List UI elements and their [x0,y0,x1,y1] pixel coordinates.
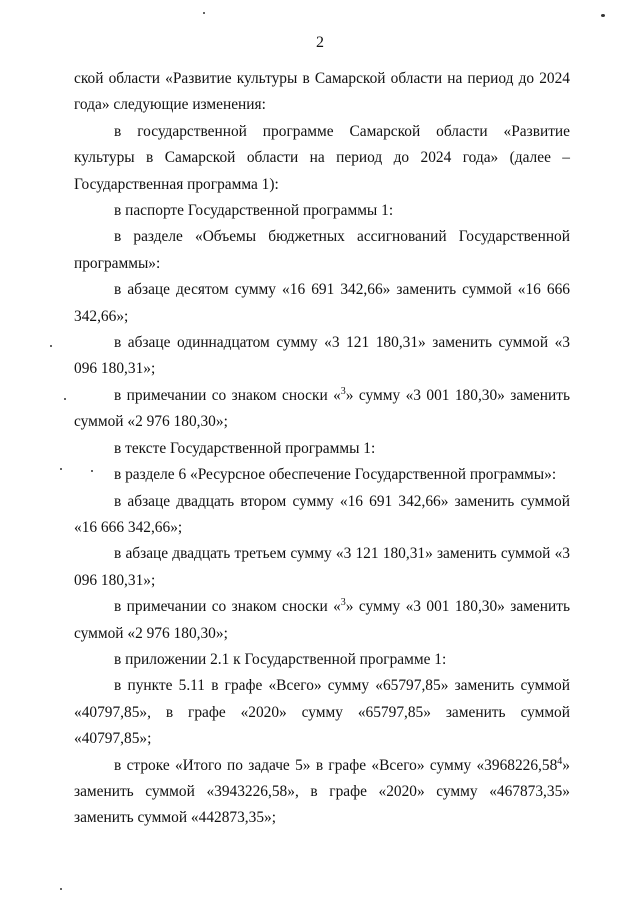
paragraph-text-before: в примечании со знаком сноски « [114,386,341,404]
paragraph-text-after: » заменить суммой «3943226,58», в графе «2020» сумму «467873,35» заменить суммой «442873,35»; [74,756,570,827]
paragraph: в абзаце двадцать втором сумму «16 691 342,66» заменить суммой «16 666 342,66»; [74,492,570,536]
paragraph: в пункте 5.11 в графе «Всего» сумму «65797,85» заменить суммой «40797,85», в графе «2020» сумму «65797,85» заменить суммой «40797,85»; [74,677,570,748]
scan-speck [203,12,205,14]
paragraph: ской области «Развитие культуры в Самарской области на период до 2024 года» следующие изменения: [74,70,570,114]
paragraph: в разделе «Объемы бюджетных ассигнований Государственной программы»: [74,228,570,272]
scan-speck [601,14,605,17]
paragraph: в абзаце десятом сумму «16 691 342,66» заменить суммой «16 666 342,66»; [74,281,570,325]
scan-speck [60,468,62,470]
scan-speck [91,470,93,472]
paragraph-text-after: » сумму «3 001 180,30» заменить суммой «2 976 180,30»; [74,386,570,431]
paragraph: в абзаце одиннадцатом сумму «3 121 180,31» заменить суммой «3 096 180,31»; [74,334,570,378]
paragraph-text-after: » сумму «3 001 180,30» заменить суммой «2 976 180,30»; [74,598,570,642]
scan-speck [60,888,62,890]
footnote-mark: 4 [557,755,563,767]
scan-speck [50,345,52,347]
paragraph-with-footnote [74,383,570,436]
paragraph-with-footnote [74,753,570,832]
paragraph: в разделе 6 «Ресурсное обеспечение Государственной программы»: [114,466,557,484]
footnote-mark: 3 [340,597,346,608]
paragraph: в тексте Государственной программы 1: [114,439,376,457]
paragraph: в абзаце двадцать третьем сумму «3 121 180,31» заменить суммой «3 096 180,31»; [74,545,570,589]
document-body [74,66,570,832]
footnote-mark: 3 [340,385,346,397]
paragraph-text-before: в примечании со знаком сноски « [114,598,341,616]
paragraph-with-footnote [74,594,570,647]
paragraph: в паспорте Государственной программы 1: [114,202,394,220]
paragraph: в приложении 2.1 к Государственной программе 1: [114,650,447,668]
paragraph-text-before: в строке «Итого по задаче 5» в графе «Всего» сумму «3968226,58 [114,756,558,774]
scan-speck [64,398,66,400]
page-number: 2 [316,34,324,51]
paragraph: в государственной программе Самарской области «Развитие культуры в Самарской области на период до 2024 года» (далее – Государственная программа 1): [74,122,570,193]
